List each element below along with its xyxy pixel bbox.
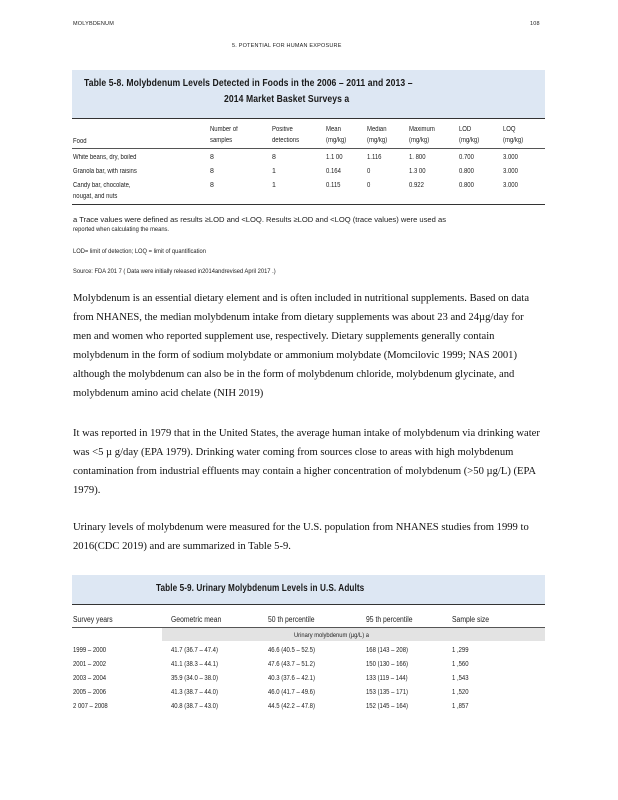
col-95th-percentile-header: 95 th percentile — [366, 615, 413, 624]
col-median-header-2: (mg/kg) — [367, 137, 388, 144]
col-maximum-header-2: (mg/kg) — [409, 137, 430, 144]
median-value: 0 — [367, 168, 371, 175]
geometric-mean: 40.8 (38.7 – 43.0) — [171, 703, 218, 710]
paragraph-urinary-levels: Urinary levels of molybdenum were measured for the U.S. population from NHANES studies from 1999 to 2016(CDC 2019) and are summarized in Table 5-9. — [73, 522, 529, 552]
table-5-8-source: Source: FDA 201 7 ( Data were initially released in2014andrevised April 2017 .) — [73, 268, 276, 275]
col-mean-header-1: Mean — [326, 126, 341, 133]
food-name: Candy bar, chocolate, — [73, 182, 131, 189]
sample-size: 1 ,520 — [452, 689, 469, 696]
detections-value: 1 — [272, 182, 276, 189]
food-name: Granola bar, with raisins — [73, 168, 137, 175]
samples-value: 8 — [210, 182, 214, 189]
detections-value: 8 — [272, 154, 276, 161]
col-loq-header-2: (mg/kg) — [503, 137, 524, 144]
food-name: White beans, dry, boiled — [73, 154, 137, 161]
sample-size: 1 ,299 — [452, 647, 469, 654]
col-loq-header-1: LOQ — [503, 126, 516, 133]
survey-years: 2 007 – 2008 — [73, 703, 108, 710]
percentile-95: 152 (145 – 164) — [366, 703, 409, 710]
detections-value: 1 — [272, 168, 276, 175]
food-name-line2: nougat, and nuts — [73, 193, 118, 200]
table-5-8-header-rule — [72, 148, 545, 149]
percentile-50: 46.6 (40.5 – 52.5) — [268, 647, 315, 654]
col-50th-percentile-header: 50 th percentile — [268, 615, 315, 624]
geometric-mean: 41.1 (38.3 – 44.1) — [171, 661, 218, 668]
percentile-50: 46.0 (41.7 – 49.6) — [268, 689, 315, 696]
col-sample-size-header: Sample size — [452, 615, 490, 624]
loq-value: 3.000 — [503, 182, 518, 189]
percentile-50: 44.5 (42.2 – 47.8) — [268, 703, 315, 710]
col-samples-header-2: samples — [210, 137, 233, 144]
page-number: 108 — [530, 21, 540, 27]
percentile-95: 168 (143 – 208) — [366, 647, 409, 654]
table-5-9-top-rule — [72, 604, 545, 605]
table-5-8-abbreviations: LOD= limit of detection; LOQ = limit of quantification — [73, 248, 206, 255]
mean-value: 0.115 — [326, 182, 341, 189]
lod-value: 0.700 — [459, 154, 474, 161]
col-samples-header-1: Number of — [210, 126, 238, 133]
col-survey-years-header: Survey years — [73, 615, 113, 624]
paragraph-dietary-supplements: Molybdenum is an essential dietary element and is often included in nutritional supplements. Based on data from NHANES, the median molybdenum intake from dietary supplements was about 23 and 24µg/day for men and women who reported supplement use, respectively. Dietary supplements generally contain molybdenum in the form of sodium molybdate or ammonium molybdate (Momcilovic 1999; NAS 2001) although the molybdenum can also be in the form of molybdenum chloride, molybdenum glycinate, and molybdenum amino acid chelate (NIH 2019) — [73, 293, 530, 399]
col-positive-header-2: detections — [272, 137, 300, 144]
maximum-value: 1. 800 — [409, 154, 426, 161]
median-value: 0 — [367, 182, 371, 189]
col-lod-header-1: LOD — [459, 126, 472, 133]
section-title: 5. POTENTIAL FOR HUMAN EXPOSURE — [232, 43, 342, 49]
survey-years: 2001 – 2002 — [73, 661, 107, 668]
survey-years: 1999 – 2000 — [73, 647, 107, 654]
col-positive-header-1: Positive — [272, 126, 293, 133]
mean-value: 1.1 00 — [326, 154, 343, 161]
paragraph-drinking-water: It was reported in 1979 that in the United States, the average human intake of molybdenum via drinking water was <5 µ g/day (EPA 1979). Drinking water coming from sources close to areas with high molybdenum contamination from industrial effluents may contain a higher concentration of molybdenum (>50 µg/L) (EPA 1979). — [73, 428, 540, 496]
table-5-8-caption: Table 5-8. Molybdenum Levels Detected in Foods in the 2006 – 2011 and 2013 – — [84, 77, 413, 89]
sample-size: 1 ,857 — [452, 703, 469, 710]
col-median-header-1: Median — [367, 126, 387, 133]
percentile-95: 133 (119 – 144) — [366, 675, 408, 682]
table-5-8-caption-line2: 2014 Market Basket Surveys a — [224, 93, 350, 105]
geometric-mean: 35.9 (34.0 – 38.0) — [171, 675, 218, 682]
lod-value: 0.800 — [459, 168, 474, 175]
table-5-9-subheader: Urinary molybdenum (µg/L) a — [294, 632, 369, 639]
col-lod-header-2: (mg/kg) — [459, 137, 480, 144]
survey-years: 2005 – 2006 — [73, 689, 107, 696]
loq-value: 3.000 — [503, 154, 518, 161]
loq-value: 3.000 — [503, 168, 518, 175]
percentile-50: 40.3 (37.6 – 42.1) — [268, 675, 315, 682]
survey-years: 2003 – 2004 — [73, 675, 107, 682]
median-value: 1.116 — [367, 154, 382, 161]
lod-value: 0.800 — [459, 182, 474, 189]
table-5-8-footnote-a: a Trace values were defined as results ≥LOD and <LOQ. Results ≥LOD and <LOQ (trace values) were used as — [73, 215, 447, 224]
table-5-8-bottom-rule — [72, 204, 545, 205]
table-5-8-top-rule — [72, 118, 545, 119]
col-food-header: Food — [73, 138, 87, 145]
geometric-mean: 41.7 (36.7 – 47.4) — [171, 647, 218, 654]
col-geometric-mean-header: Geometric mean — [171, 615, 222, 624]
geometric-mean: 41.3 (38.7 – 44.0) — [171, 689, 218, 696]
running-title: MOLYBDENUM — [73, 21, 115, 27]
sample-size: 1 ,560 — [452, 661, 469, 668]
col-maximum-header-1: Maximum — [409, 126, 435, 133]
samples-value: 8 — [210, 168, 214, 175]
maximum-value: 1.3 00 — [409, 168, 426, 175]
col-mean-header-2: (mg/kg) — [326, 137, 347, 144]
percentile-95: 150 (130 – 166) — [366, 661, 409, 668]
table-5-9-caption: Table 5-9. Urinary Molybdenum Levels in U.S. Adults — [156, 583, 365, 594]
mean-value: 0.164 — [326, 168, 341, 175]
maximum-value: 0.922 — [409, 182, 424, 189]
table-5-8-footnote-a-line2: reported when calculating the means. — [73, 226, 170, 233]
sample-size: 1 ,543 — [452, 675, 469, 682]
percentile-95: 153 (135 – 171) — [366, 689, 409, 696]
samples-value: 8 — [210, 154, 214, 161]
percentile-50: 47.6 (43.7 – 51.2) — [268, 661, 315, 668]
